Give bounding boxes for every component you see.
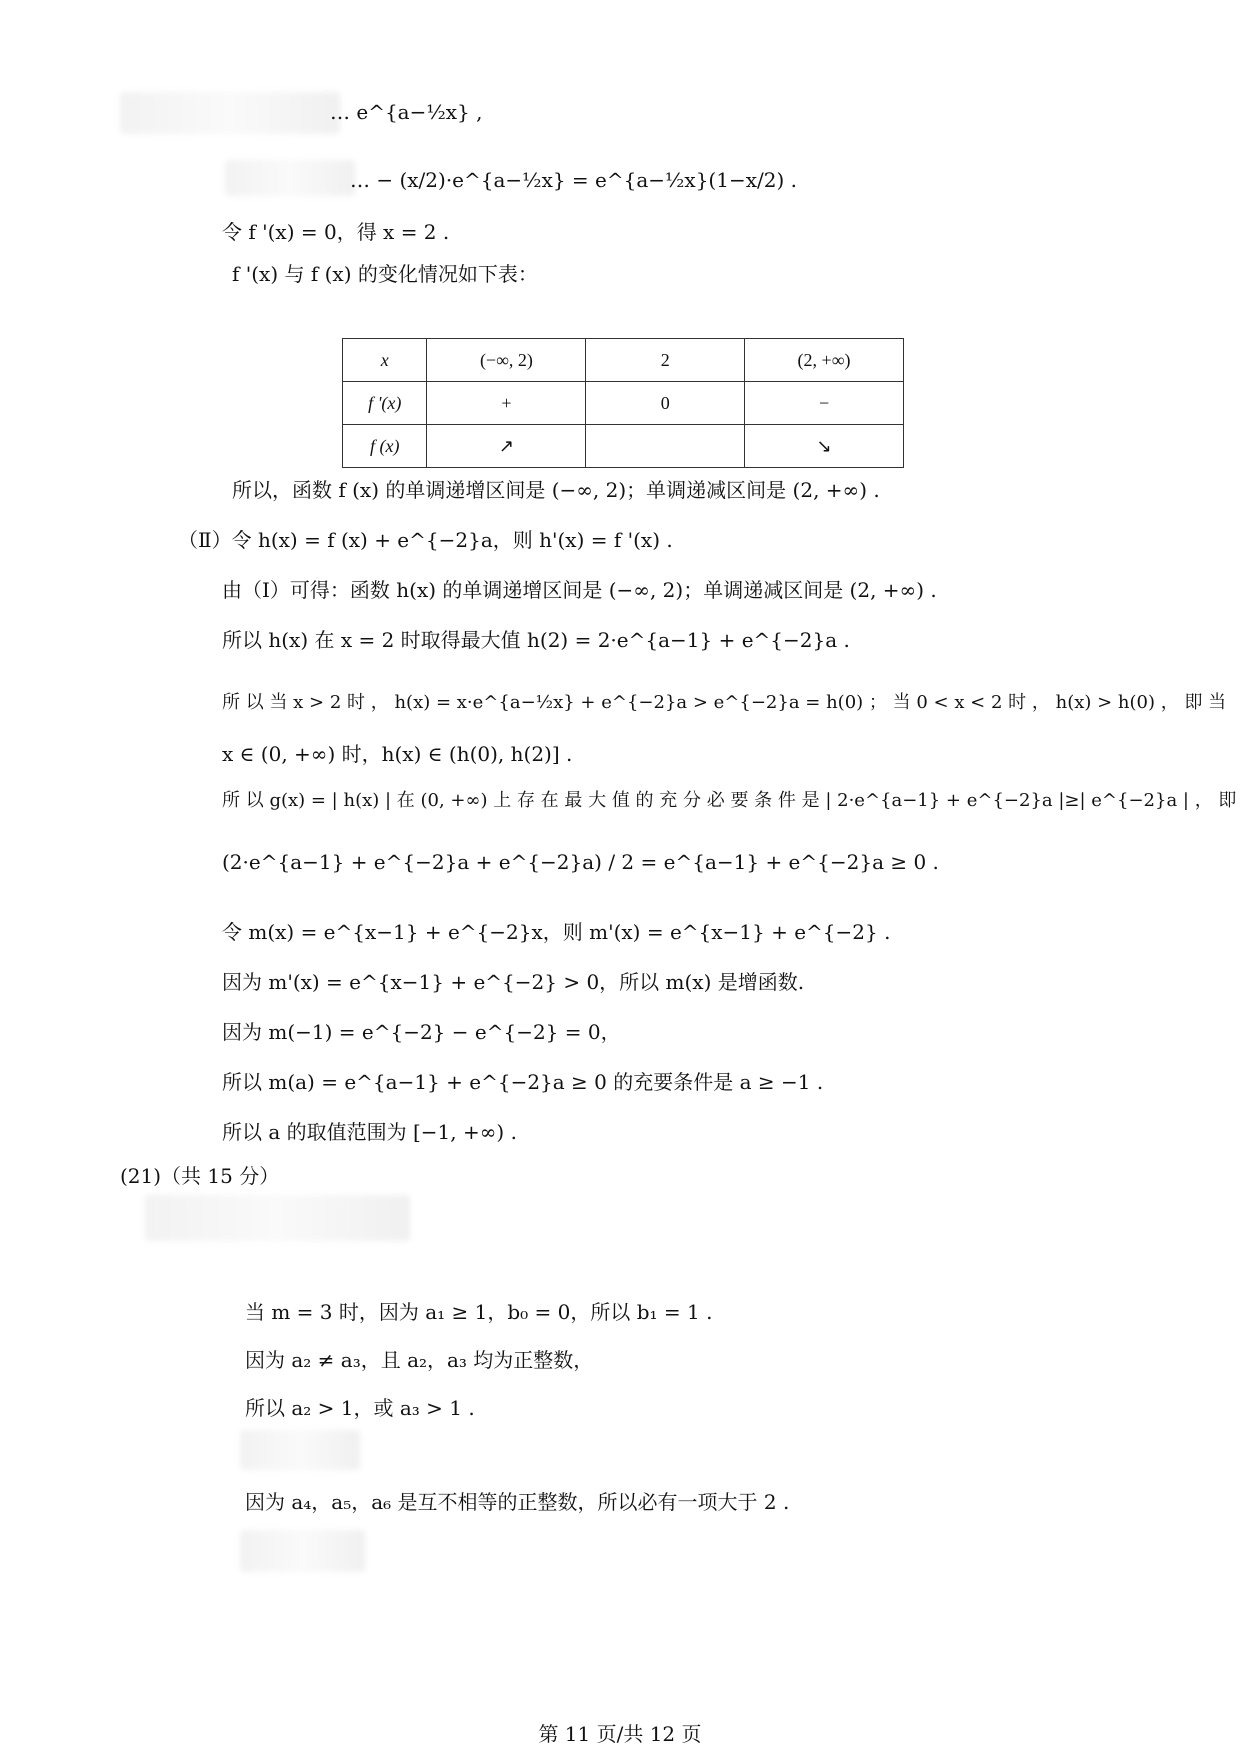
table-cell: f (x) [343, 425, 427, 468]
table-cell: f '(x) [343, 382, 427, 425]
text-line: … e^{a−½x} , [330, 100, 483, 124]
text-line: 所 以 当 x > 2 时 ， h(x) = x·e^{a−½x} + e^{−2}a > e^{−2}a = h(0) ； 当 0 < x < 2 时 ， h(x) > h(0) ， 即 当 [222, 692, 1227, 713]
text-line: … − (x/2)·e^{a−½x} = e^{a−½x}(1−x/2) . [350, 168, 797, 192]
text-line: 因为 a₂ ≠ a₃，且 a₂，a₃ 均为正整数， [245, 1348, 594, 1372]
text-line: 所以 a 的取值范围为 [−1, +∞) . [222, 1120, 517, 1144]
table-cell: ↗ [427, 425, 586, 468]
text-line: 令 f '(x) = 0，得 x = 2 . [222, 220, 450, 244]
text-line: 所以 a₂ > 1，或 a₃ > 1 . [245, 1396, 475, 1420]
text-line: 所以 m(a) = e^{a−1} + e^{−2}a ≥ 0 的充要条件是 a ≥ −1 . [222, 1070, 824, 1094]
text-line: f '(x) 与 f (x) 的变化情况如下表： [232, 262, 538, 286]
text-line: 因为 m(−1) = e^{−2} − e^{−2} = 0， [222, 1020, 621, 1044]
section-heading: (21)（共 15 分） [120, 1164, 280, 1188]
table-cell: x [343, 339, 427, 382]
text-line: x ∈ (0, +∞) 时，h(x) ∈ (h(0), h(2)] . [222, 742, 573, 766]
text-line: 当 m = 3 时，因为 a₁ ≥ 1，b₀ = 0，所以 b₁ = 1 . [245, 1300, 713, 1324]
table-cell: − [745, 382, 904, 425]
variation-table [342, 338, 904, 468]
page-footer: 第 11 页/共 12 页 [538, 1722, 702, 1746]
text-line: 所以 h(x) 在 x = 2 时取得最大值 h(2) = 2·e^{a−1} + e^{−2}a . [222, 628, 850, 652]
obscured-region [225, 160, 355, 196]
table-row [343, 425, 904, 468]
text-line: 所以，函数 f (x) 的单调递增区间是 (−∞, 2)；单调递减区间是 (2, +∞) . [232, 478, 880, 502]
obscured-region [120, 92, 340, 134]
table-cell: ↘ [745, 425, 904, 468]
table-cell: (−∞, 2) [427, 339, 586, 382]
text-line: 因为 m'(x) = e^{x−1} + e^{−2} > 0，所以 m(x) 是增函数. [222, 970, 805, 994]
text-line: 令 m(x) = e^{x−1} + e^{−2}x，则 m'(x) = e^{x−1} + e^{−2} . [222, 920, 891, 944]
table-cell: + [427, 382, 586, 425]
text-line: （Ⅱ）令 h(x) = f (x) + e^{−2}a，则 h'(x) = f '(x) . [178, 528, 673, 552]
obscured-region [145, 1195, 410, 1241]
text-line: (2·e^{a−1} + e^{−2}a + e^{−2}a) / 2 = e^{a−1} + e^{−2}a ≥ 0 . [222, 850, 939, 874]
obscured-region [240, 1530, 365, 1572]
table-row [343, 339, 904, 382]
text-line: 所 以 g(x) = | h(x) | 在 (0, +∞) 上 存 在 最 大 值 的 充 分 必 要 条 件 是 | 2·e^{a−1} + e^{−2}a |≥| e^{−2}a | ， 即 [222, 790, 1237, 811]
table-cell: (2, +∞) [745, 339, 904, 382]
table-cell [586, 425, 745, 468]
table-row [343, 382, 904, 425]
obscured-region [240, 1430, 360, 1470]
table-cell: 0 [586, 382, 745, 425]
table-cell: 2 [586, 339, 745, 382]
text-line: 因为 a₄，a₅，a₆ 是互不相等的正整数，所以必有一项大于 2 . [245, 1490, 790, 1514]
text-line: 由（Ⅰ）可得：函数 h(x) 的单调递增区间是 (−∞, 2)；单调递减区间是 (2, +∞) . [222, 578, 937, 602]
